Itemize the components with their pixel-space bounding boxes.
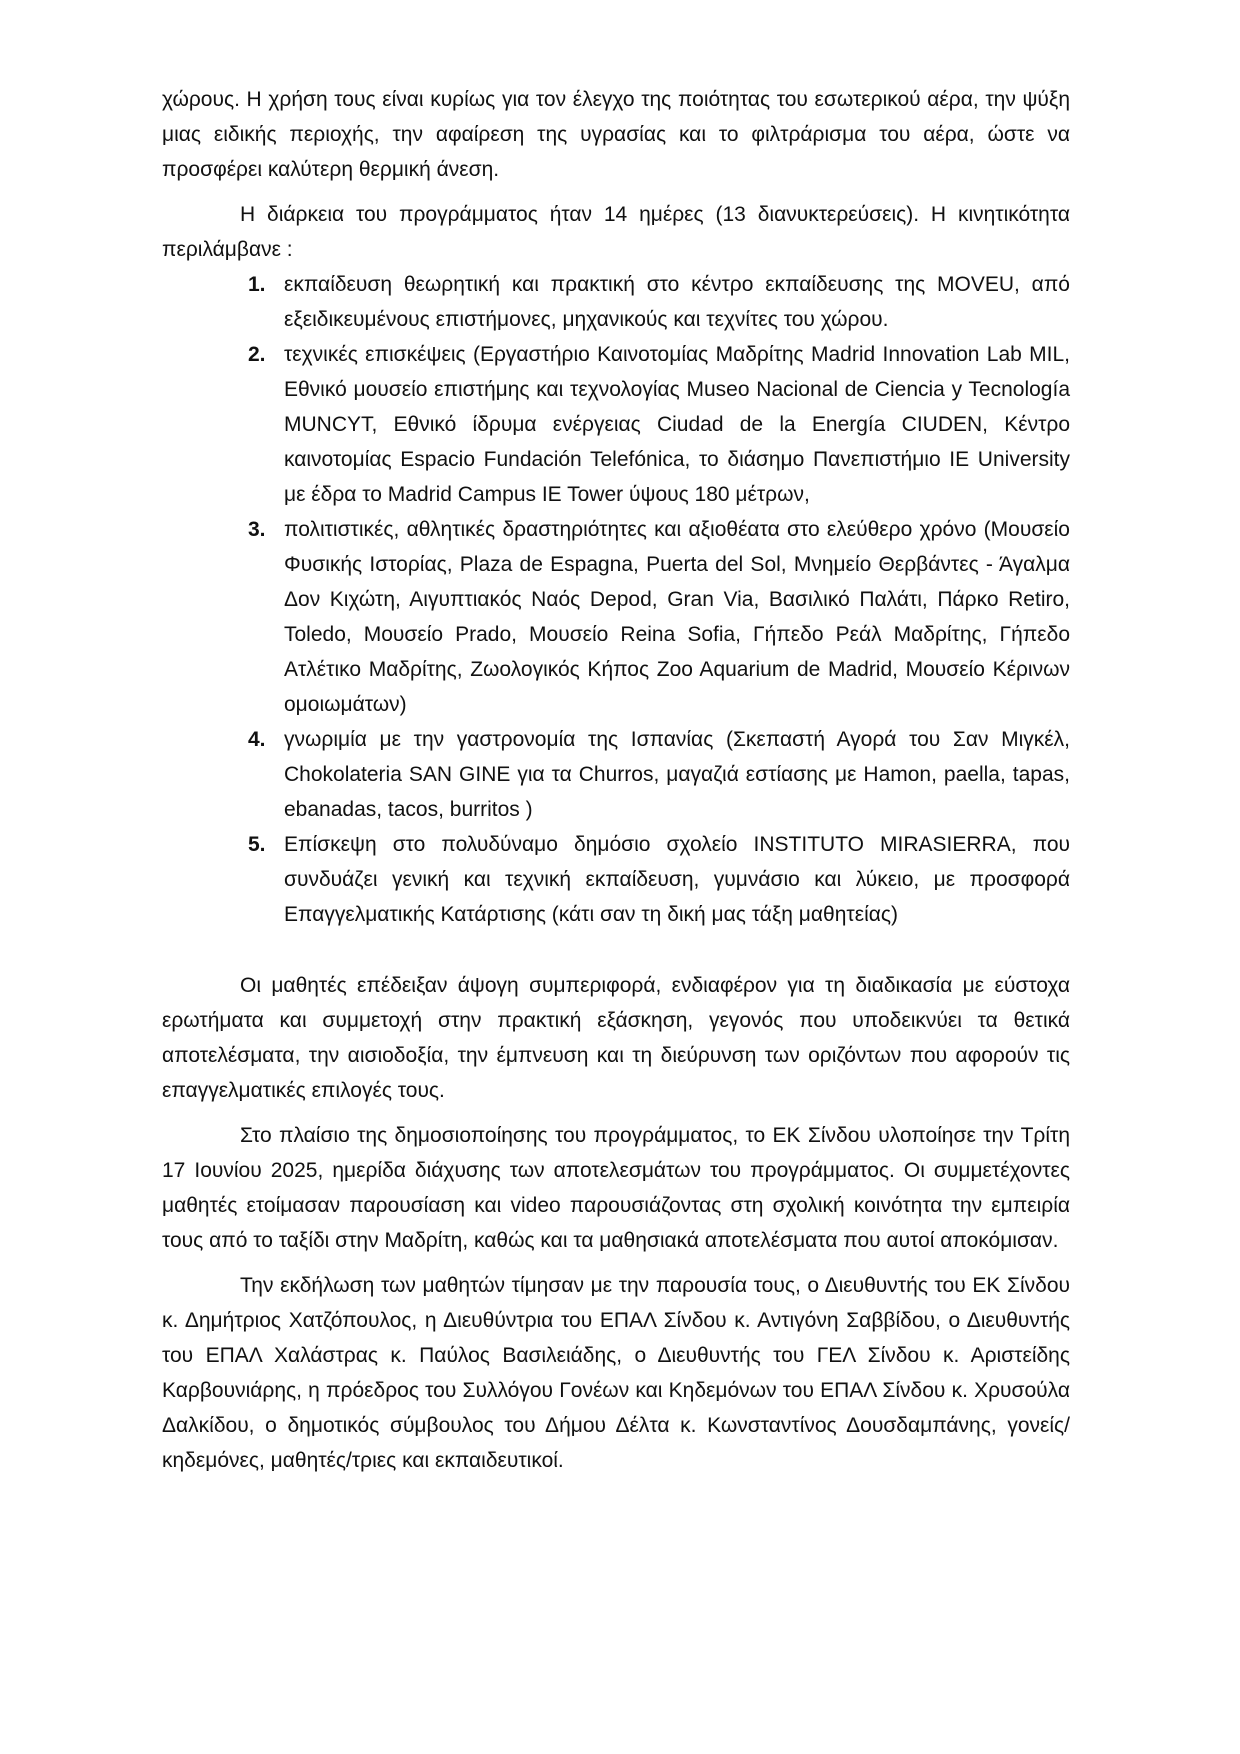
list-item-text: πολιτιστικές, αθλητικές δραστηριότητες και αξιοθέατα στο ελεύθερο χρόνο (Μουσείο Φυσικής Ιστορίας, Plaza de Espagna, Puerta del Sol, Μνημείο Θερβάντες - Άγαλμα Δον Κιχώτη, Αιγυπτιακός Ναός Depod, Gran Via, Βασιλικό Παλάτι, Πάρκο Retiro, Toledo, Μουσείο Prado, Μουσείο Reina Sofia, Γήπεδο Ρεάλ Μαδρίτης, Γήπεδο Ατλέτικο Μαδρίτης, Ζωολογικός Κήπος Zoo Aquarium de Madrid, Μουσείο Κέρινων ομοιωμάτων) [284,518,1070,716]
list-item-number: 2. [248,343,266,366]
paragraph-intro: χώρους. Η χρήση τους είναι κυρίως για τον έλεγχο της ποιότητας του εσωτερικού αέρα, την ψύξη μιας ειδικής περιοχής, την αφαίρεση της υγρασίας και το φιλτράρισμα του αέρα, ώστε να προσφέρει καλύτερη θερμική άνεση. [162,88,1070,181]
list-item-number: 5. [248,833,266,856]
list-item-number: 1. [248,273,266,296]
document-page [162,82,1070,1488]
list-item [162,337,1070,512]
paragraph-attendees: Την εκδήλωση των μαθητών τίμησαν με την παρουσία τους, ο Διευθυντής του ΕΚ Σίνδου κ. Δημήτριος Χατζόπουλος, η Διευθύντρια του ΕΠΑΛ Σίνδου κ. Αντιγόνη Σαββίδου, ο Διευθυντής του ΕΠΑΛ Χαλάστρας κ. Παύλος Βασιλειάδης, ο Διευθυντής του ΓΕΛ Σίνδου κ. Αριστείδης Καρβουνιάρης, η πρόεδρος του Συλλόγου Γονέων και Κηδεμόνων του ΕΠΑΛ Σίνδου κ. Χρυσούλα Δαλκίδου, ο δημοτικός σύμβουλος του Δήμου Δέλτα κ. Κωνσταντίνος Δουσδαμπάνης, γονείς/κηδεμόνες, μαθητές/τριες και εκπαιδευτικοί. [162,1274,1070,1472]
list-item [162,512,1070,722]
paragraph-students: Οι μαθητές επέδειξαν άψογη συμπεριφορά, ενδιαφέρον για τη διαδικασία με εύστοχα ερωτήματα και συμμετοχή στην πρακτική εξάσκηση, γεγονός που υποδεικνύει τα θετικά αποτελέσματα, την αισιοδοξία, την έμπνευση και τη διεύρυνση των οριζόντων που αφορούν τις επαγγελματικές επιλογές τους. [162,974,1070,1102]
list-item-text: εκπαίδευση θεωρητική και πρακτική στο κέντρο εκπαίδευσης της MOVEU, από εξειδικευμένους επιστήμονες, μηχανικούς και τεχνίτες του χώρου. [284,273,1070,331]
list-item-number: 3. [248,518,266,541]
list-item [162,267,1070,337]
list-item-text: Επίσκεψη στο πολυδύναμο δημόσιο σχολείο INSTITUTO MIRASIERRA, που συνδυάζει γενική και τεχνική εκπαίδευση, γυμνάσιο και λύκειο, με προσφορά Επαγγελματικής Κατάρτισης (κάτι σαν τη δική μας τάξη μαθητείας) [284,833,1070,926]
mobility-activities-list [162,267,1070,932]
list-item [162,722,1070,827]
list-item-text: γνωριμία με την γαστρονομία της Ισπανίας (Σκεπαστή Αγορά του Σαν Μιγκέλ, Chokolateria SAN GINE για τα Churros, μαγαζιά εστίασης με Hamon, paella, tapas, ebanadas, tacos, burritos ) [284,728,1070,821]
paragraph-dissemination: Στο πλαίσιο της δημοσιοποίησης του προγράμματος, το ΕΚ Σίνδου υλοποίησε την Τρίτη 17 Ιουνίου 2025, ημερίδα διάχυσης των αποτελεσμάτων του προγράμματος. Οι συμμετέχοντες μαθητές ετοίμασαν παρουσίαση και video παρουσιάζοντας στη σχολική κοινότητα την εμπειρία τους από το ταξίδι στην Μαδρίτη, καθώς και τα μαθησιακά αποτελέσματα που αυτοί αποκόμισαν. [162,1124,1070,1252]
list-item [162,827,1070,932]
list-item-number: 4. [248,728,266,751]
spacer [162,932,1070,968]
paragraph-duration: Η διάρκεια του προγράμματος ήταν 14 ημέρες (13 διανυκτερεύσεις). Η κινητικότητα περιλάμβανε : [162,203,1070,261]
list-item-text: τεχνικές επισκέψεις (Εργαστήριο Καινοτομίας Μαδρίτης Madrid Innovation Lab MIL, Εθνικό μουσείο επιστήμης και τεχνολογίας Museo Nacional de Ciencia y Tecnología MUNCYT, Εθνικό ίδρυμα ενέργειας Ciudad de la Energía CIUDEN, Κέντρο καινοτομίας Espacio Fundación Telefónica, το διάσημο Πανεπιστήμιο IE University με έδρα το Madrid Campus IE Tower ύψους 180 μέτρων, [284,343,1070,506]
